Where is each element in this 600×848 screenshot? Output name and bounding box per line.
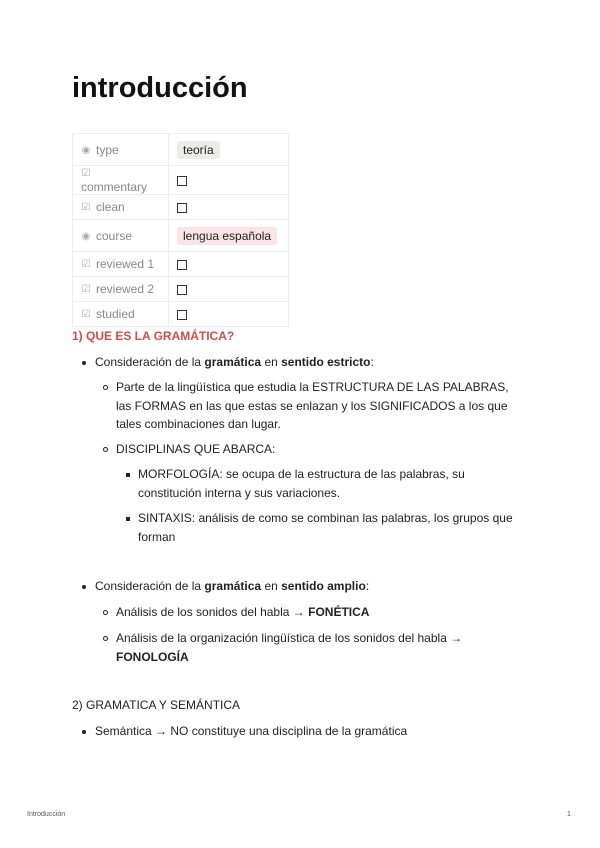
square-bullet bbox=[126, 473, 130, 477]
disc-bullet bbox=[82, 585, 86, 589]
disc-bullet bbox=[82, 730, 86, 734]
property-value bbox=[169, 166, 289, 195]
section-heading-2: 2) GRAMATICA Y SEMÁNTICA bbox=[72, 698, 241, 712]
section-heading-1: 1) QUE ES LA GRAMÁTICA? bbox=[72, 329, 235, 343]
circle-bullet bbox=[103, 610, 108, 615]
circle-bullet bbox=[103, 385, 108, 390]
checkbox-icon: ☑ bbox=[81, 168, 91, 180]
checkbox[interactable] bbox=[177, 310, 187, 320]
property-chip: teoría bbox=[177, 141, 220, 159]
checkbox-icon: ☑ bbox=[81, 202, 91, 214]
property-key-label: reviewed 1 bbox=[96, 257, 155, 271]
list-item-semantica: Semántica → NO constituye una disciplina de la gramática bbox=[95, 722, 535, 741]
property-row bbox=[73, 220, 289, 252]
list-item-strict: Consideración de la gramática en sentido estricto: bbox=[95, 353, 535, 372]
property-row bbox=[73, 277, 289, 302]
property-row bbox=[73, 134, 289, 166]
disc-bullet bbox=[82, 361, 86, 365]
property-key bbox=[73, 302, 169, 327]
property-row bbox=[73, 302, 289, 327]
property-row bbox=[73, 195, 289, 220]
property-key-label: type bbox=[96, 142, 119, 157]
property-row bbox=[73, 166, 289, 195]
list-item-sintaxis: SINTAXIS: análisis de como se combinan las palabras, los grupos que forman bbox=[138, 509, 528, 546]
property-value bbox=[169, 277, 289, 302]
checkbox[interactable] bbox=[177, 285, 187, 295]
properties-table bbox=[72, 133, 289, 327]
checkbox-icon: ☑ bbox=[81, 284, 91, 296]
checkbox[interactable] bbox=[177, 203, 187, 213]
property-value bbox=[169, 302, 289, 327]
property-chip: lengua española bbox=[177, 227, 277, 245]
page-title: introducción bbox=[72, 72, 248, 104]
property-key-label: course bbox=[96, 228, 133, 243]
list-item-fonetica: Análisis de los sonidos del habla → FONÉTICA bbox=[116, 603, 521, 622]
property-value bbox=[169, 220, 289, 252]
checkbox[interactable] bbox=[177, 260, 187, 270]
checkbox[interactable] bbox=[177, 176, 187, 186]
checkbox-icon: ☑ bbox=[81, 259, 91, 271]
select-icon: ◉ bbox=[81, 144, 91, 156]
list-item-broad: Consideración de la gramática en sentido amplio: bbox=[95, 577, 535, 596]
property-key bbox=[73, 220, 169, 252]
list-item-fonologia: Análisis de la organización lingüística de los sonidos del habla → FONOLOGÍA bbox=[116, 629, 496, 666]
list-item-morfologia: MORFOLOGÍA: se ocupa de la estructura de las palabras, su constitución interna y sus variaciones. bbox=[138, 465, 528, 502]
square-bullet bbox=[126, 517, 130, 521]
footer-title: Introducción bbox=[27, 811, 66, 818]
property-key bbox=[73, 277, 169, 302]
property-key-label: reviewed 2 bbox=[96, 282, 155, 296]
property-key bbox=[73, 195, 169, 220]
property-key bbox=[73, 134, 169, 166]
property-row bbox=[73, 252, 289, 277]
property-key bbox=[73, 166, 169, 195]
property-key bbox=[73, 252, 169, 277]
checkbox-icon: ☑ bbox=[81, 309, 91, 321]
property-value bbox=[169, 252, 289, 277]
property-value bbox=[169, 195, 289, 220]
page-number: 1 bbox=[567, 811, 571, 818]
property-key-label: clean bbox=[96, 200, 125, 214]
property-value bbox=[169, 134, 289, 166]
property-key-label: commentary bbox=[81, 180, 148, 194]
select-icon: ◉ bbox=[81, 230, 91, 242]
list-item-definicion: Parte de la lingüística que estudia la ESTRUCTURA DE LAS PALABRAS, las FORMAS en las que estas se enlazan y los SIGNIFICADOS a los que tales combinaciones dan lugar. bbox=[116, 378, 521, 434]
list-item-disciplinas: DISCIPLINAS QUE ABARCA: bbox=[116, 440, 521, 459]
circle-bullet bbox=[103, 636, 108, 641]
circle-bullet bbox=[103, 447, 108, 452]
property-key-label: studied bbox=[96, 307, 135, 321]
